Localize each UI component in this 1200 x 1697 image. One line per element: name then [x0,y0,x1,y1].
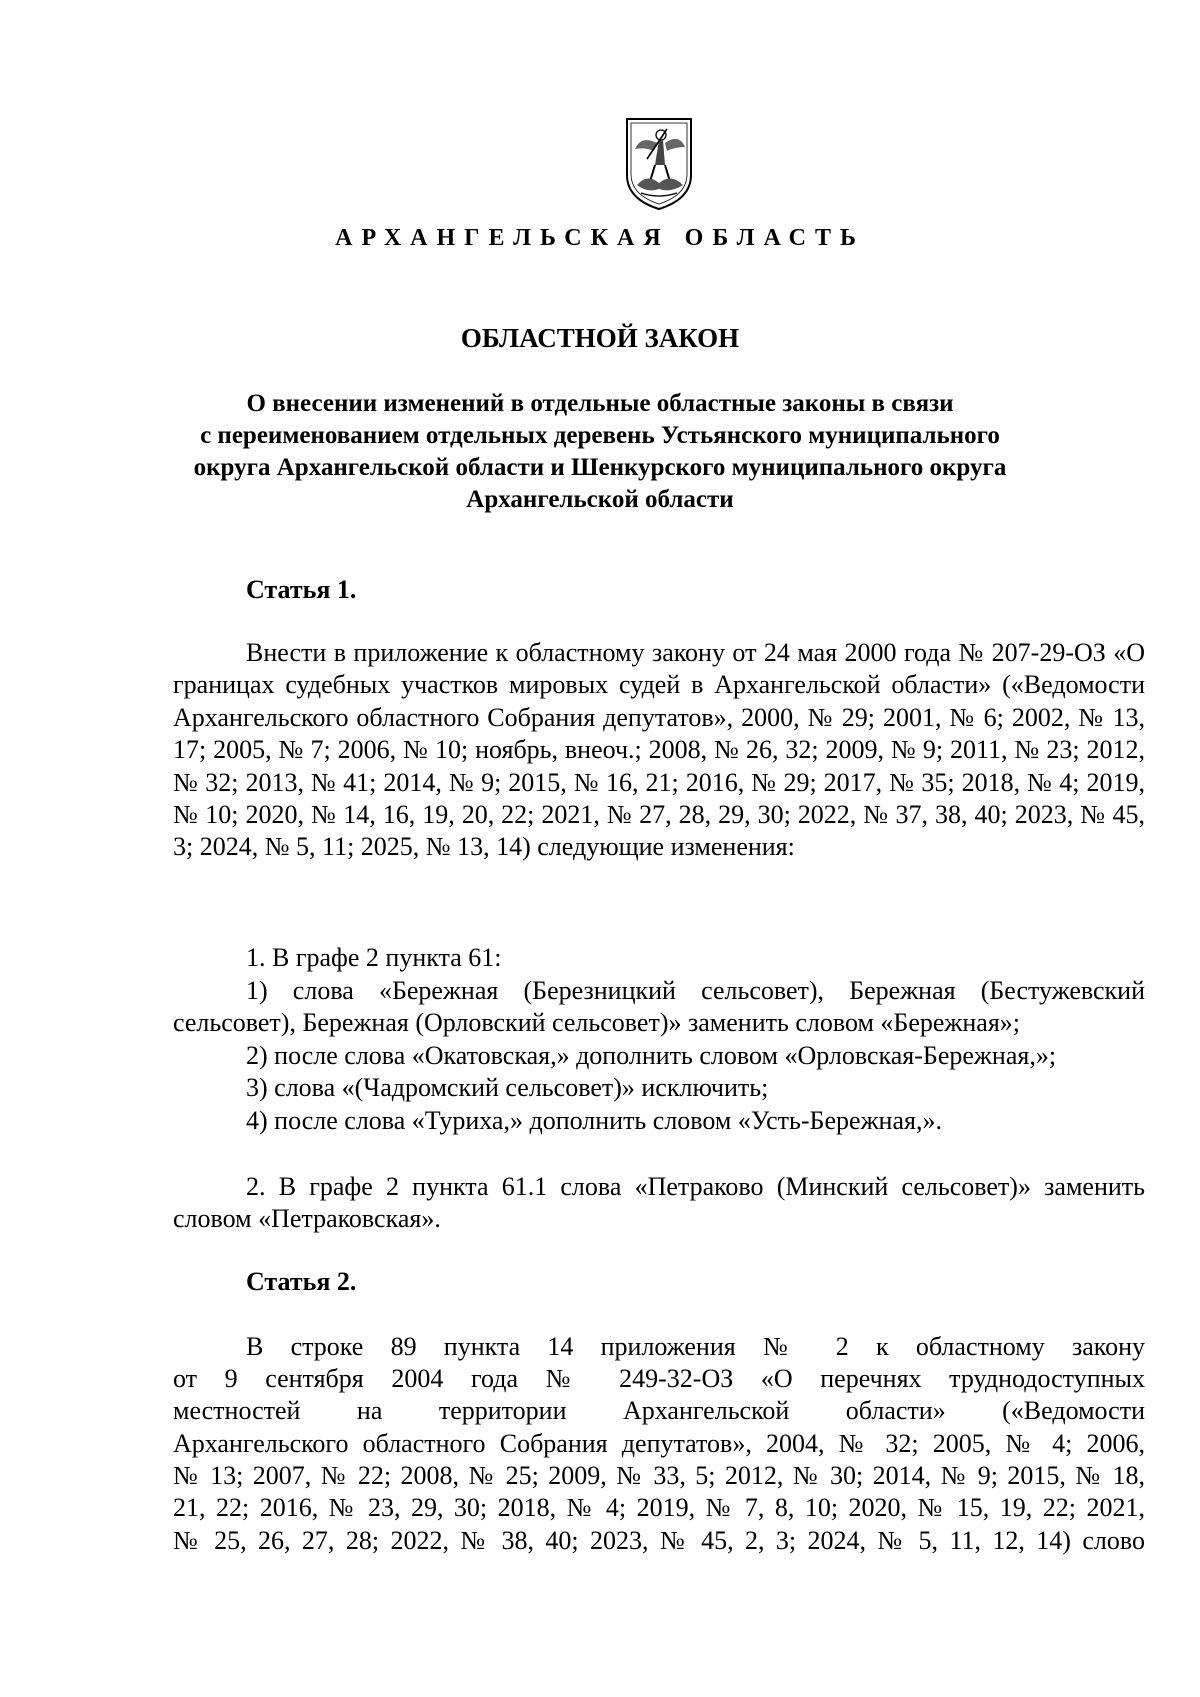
law-title-line: О внесении изменений в отдельные областные законы в связи [246,390,954,417]
article-2-line: местностей на территории Архангельской области» («Ведомости [173,1396,1145,1425]
article-1-item-1-heading: 1. В графе 2 пункта 61: [246,943,502,972]
article-2-line: В строке 89 пункта 14 приложения № 2 к областному закону [246,1332,1145,1361]
article-2-line: 21, 22; 2016, № 23, 29, 30; 2018, № 4; 2019, № 7, 8, 10; 2020, № 15, 19, 22; 2021, [173,1493,1145,1522]
law-title [140,388,1060,516]
article-1-item-1-sub-3: 3) слова «(Чадромский сельсовет)» исключить; [246,1073,769,1102]
article-2-line: № 13; 2007, № 22; 2008, № 25; 2009, № 33, 5; 2012, № 30; 2014, № 9; 2015, № 18, [173,1461,1145,1490]
article-1-heading: Статья 1. [246,575,357,604]
article-2-line: Архангельского областного Собрания депутатов», 2004, № 32; 2005, № 4; 2006, [173,1429,1145,1458]
article-1-item-2: 2. В графе 2 пункта 61.1 слова «Петраково (Минский сельсовет)» заменить словом «Петраковская». [173,1172,1145,1234]
article-1-intro: Внести в приложение к областному закону от 24 мая 2000 года № 207-29-ОЗ «О границах судебных участков мировых судей в Архангельской области» («Ведомости Архангельского областного Собрания депутатов», 2000, № 29; 2001, № 6; 2002, № 13, 17; 2005, № 7; 2006, № 10; ноябрь, внеоч.; 2008, № 26, 32; 2009, № 9; 2011, № 23; 2012, № 32; 2013, № 41; 2014, № 9; 2015, № 16, 21; 2016, № 29; 2017, № 35; 2018, № 4; 2019, № 10; 2020, № 14, 16, 19, 20, 22; 2021, № 27, 28, 29, 30; 2022, № 37, 38, 40; 2023, № 45, 3; 2024, № 5, 11; 2025, № 13, 14) следующие изменения: [173,638,1145,862]
coat-of-arms-icon [621,113,697,213]
law-title-line: Архангельской области [466,486,734,513]
law-type-heading: ОБЛАСТНОЙ ЗАКОН [460,323,740,353]
article-1-item-1-sub-1: 1) слова «Бережная (Березницкий сельсовет), Бережная (Бестужевский сельсовет), Бережная (Орловский сельсовет)» заменить словом «Бережная»; [173,976,1145,1038]
region-name: АРХАНГЕЛЬСКАЯ ОБЛАСТЬ [335,225,865,251]
article-2-line: от 9 сентября 2004 года № 249-32-ОЗ «О перечнях труднодоступных [173,1364,1145,1393]
article-1-item-1-sub-2: 2) после слова «Окатовская,» дополнить словом «Орловская-Бережная,»; [246,1041,1057,1070]
article-2-heading: Статья 2. [246,1267,357,1296]
article-1-item-1-sub-4: 4) после слова «Туриха,» дополнить словом «Усть-Бережная,». [246,1106,942,1135]
law-title-line: с переименованием отдельных деревень Устьянского муниципального [200,422,1000,449]
article-2-line: № 25, 26, 27, 28; 2022, № 38, 40; 2023, № 45, 2, 3; 2024, № 5, 11, 12, 14) слово [173,1526,1145,1555]
law-title-line: округа Архангельской области и Шенкурского муниципального округа [193,454,1007,481]
